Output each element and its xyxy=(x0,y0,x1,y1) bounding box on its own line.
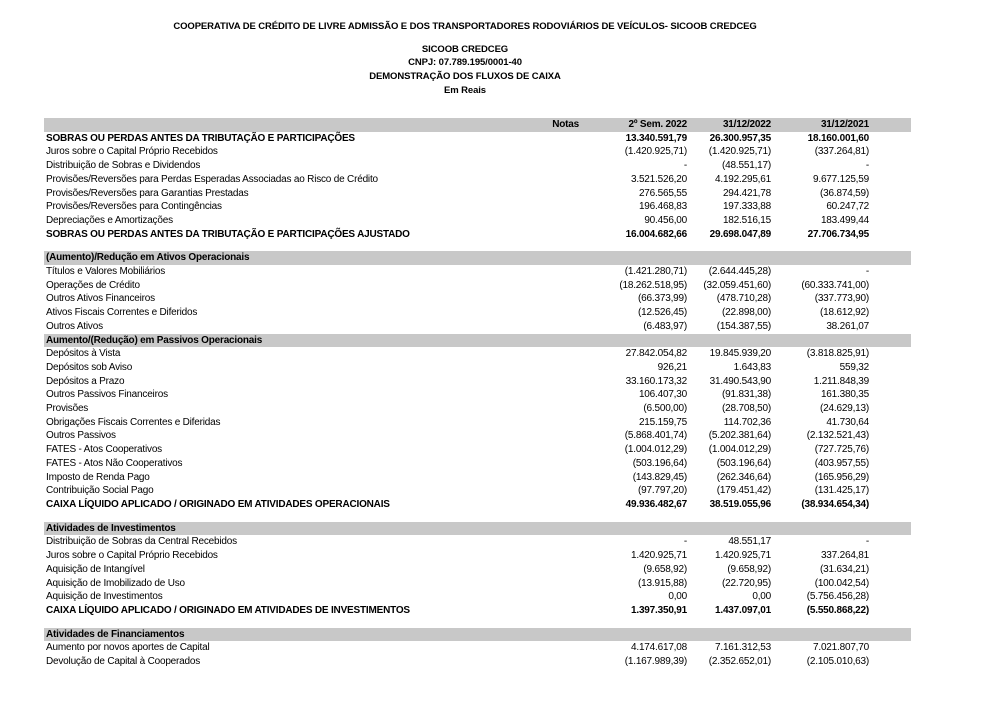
row-notas xyxy=(546,549,585,563)
value-2sem-2022: 0,00 xyxy=(668,591,687,603)
row-notas xyxy=(546,320,585,334)
row-label: Outros Passivos xyxy=(46,430,116,442)
row-label: Aquisição de Imobilizado de Uso xyxy=(46,577,185,589)
row-notas xyxy=(546,457,585,471)
value-31-12-2021: (131.425,17) xyxy=(814,485,869,497)
value-31-12-2022: (1.420.925,71) xyxy=(708,146,771,158)
value-31-12-2021: (403.957,55) xyxy=(814,457,869,469)
value-2sem-2022: (1.420.925,71) xyxy=(624,146,687,158)
cnpj: CNPJ: 07.789.195/0001-40 xyxy=(408,57,522,68)
value-31-12-2021: - xyxy=(865,266,869,278)
section-header-row xyxy=(44,334,911,348)
row-notas xyxy=(546,388,585,402)
table-row xyxy=(44,173,911,187)
row-label: Depósitos a Prazo xyxy=(46,375,125,387)
row-label: Títulos e Valores Mobiliários xyxy=(46,266,166,278)
document-title: DEMONSTRAÇÃO DOS FLUXOS DE CAIXA xyxy=(369,71,561,82)
row-label: Provisões/Reversões para Perdas Esperadas Associadas ao Risco de Crédito xyxy=(46,173,378,185)
header-31-12-2021: 31/12/2021 xyxy=(771,118,869,132)
section-title: Aumento/(Redução) em Passivos Operacionais xyxy=(44,334,585,348)
row-label: Outros Ativos Financeiros xyxy=(46,293,155,305)
value-31-12-2021: - xyxy=(865,160,869,172)
row-notas xyxy=(546,306,585,320)
value-31-12-2021: (5.550.868,22) xyxy=(806,604,869,616)
section-title: (Aumento)/Redução em Ativos Operacionais xyxy=(44,251,585,265)
row-notas xyxy=(546,265,585,279)
row-label: Depósitos sob Aviso xyxy=(46,361,133,373)
value-31-12-2021: (2.105.010,63) xyxy=(806,656,869,668)
row-label: Provisões/Reversões para Contingências xyxy=(46,201,222,213)
value-2sem-2022: (1.167.989,39) xyxy=(624,656,687,668)
row-notas xyxy=(546,443,585,457)
value-31-12-2022: 197.333,88 xyxy=(722,201,771,213)
row-label: SOBRAS OU PERDAS ANTES DA TRIBUTAÇÃO E PARTICIPAÇÕES xyxy=(46,132,355,144)
row-notas xyxy=(546,187,585,201)
value-31-12-2022: 19.845.939,20 xyxy=(709,348,771,360)
value-2sem-2022: 33.160.173,32 xyxy=(625,375,687,387)
value-2sem-2022: (503.196,64) xyxy=(632,457,687,469)
value-31-12-2021: 41.730,64 xyxy=(826,416,869,428)
row-notas xyxy=(546,132,585,146)
table-row xyxy=(44,388,911,402)
value-31-12-2022: 1.437.097,01 xyxy=(715,604,771,616)
value-2sem-2022: (6.483,97) xyxy=(643,320,687,332)
row-notas xyxy=(546,228,585,242)
value-2sem-2022: (13.915,88) xyxy=(638,577,687,589)
row-label: Depreciações e Amortizações xyxy=(46,214,173,226)
table-row xyxy=(44,375,911,389)
table-row xyxy=(44,320,911,334)
value-2sem-2022: 106.407,30 xyxy=(638,389,687,401)
value-31-12-2022: (22.898,00) xyxy=(722,307,771,319)
row-label: Aquisição de Intangível xyxy=(46,563,145,575)
value-31-12-2022: (1.004.012,29) xyxy=(708,444,771,456)
row-label: CAIXA LÍQUIDO APLICADO / ORIGINADO EM ATIVIDADES OPERACIONAIS xyxy=(46,498,390,510)
table-row xyxy=(44,577,911,591)
value-2sem-2022: (97.797,20) xyxy=(638,485,687,497)
table-row xyxy=(44,402,911,416)
row-notas xyxy=(546,535,585,549)
value-31-12-2021: (60.333.741,00) xyxy=(801,279,869,291)
section-header-row xyxy=(44,522,911,536)
value-31-12-2022: 294.421,78 xyxy=(722,187,771,199)
value-2sem-2022: 276.565,55 xyxy=(638,187,687,199)
table-row xyxy=(44,265,911,279)
row-label: Operações de Crédito xyxy=(46,279,140,291)
value-31-12-2021: (337.773,90) xyxy=(814,293,869,305)
value-2sem-2022: 3.521.526,20 xyxy=(631,173,687,185)
table-row xyxy=(44,471,911,485)
value-2sem-2022: - xyxy=(683,536,687,548)
table-row xyxy=(44,306,911,320)
table-row xyxy=(44,279,911,293)
row-notas xyxy=(546,279,585,293)
value-2sem-2022: (66.373,99) xyxy=(638,293,687,305)
value-31-12-2021: 183.499,44 xyxy=(820,214,869,226)
value-31-12-2022: 182.516,15 xyxy=(722,214,771,226)
value-31-12-2021: (165.956,29) xyxy=(814,471,869,483)
row-notas xyxy=(546,471,585,485)
total-row xyxy=(44,132,911,146)
table-row xyxy=(44,145,911,159)
value-2sem-2022: 16.004.682,66 xyxy=(625,228,687,240)
row-notas xyxy=(546,200,585,214)
section-header-row xyxy=(44,251,911,265)
total-row xyxy=(44,604,911,618)
value-31-12-2022: (262.346,64) xyxy=(716,471,771,483)
table-row xyxy=(44,187,911,201)
row-notas xyxy=(546,429,585,443)
row-notas xyxy=(546,655,585,669)
table-row xyxy=(44,549,911,563)
value-31-12-2021: - xyxy=(865,536,869,548)
row-label: FATES - Atos Não Cooperativos xyxy=(46,457,183,469)
row-notas xyxy=(546,604,585,618)
table-row xyxy=(44,416,911,430)
row-label: Obrigações Fiscais Correntes e Diferidas xyxy=(46,416,221,428)
value-31-12-2022: 1.420.925,71 xyxy=(715,550,771,562)
value-2sem-2022: 4.174.617,08 xyxy=(631,642,687,654)
table-header-row xyxy=(44,118,911,132)
value-31-12-2022: (91.831,38) xyxy=(722,389,771,401)
row-notas xyxy=(546,484,585,498)
row-label: CAIXA LÍQUIDO APLICADO / ORIGINADO EM ATIVIDADES DE INVESTIMENTOS xyxy=(46,604,410,616)
row-notas xyxy=(546,375,585,389)
value-31-12-2021: (2.132.521,43) xyxy=(806,430,869,442)
entity-name: SICOOB CREDCEG xyxy=(421,44,509,55)
value-31-12-2022: 7.161.312,53 xyxy=(715,642,771,654)
row-notas xyxy=(546,416,585,430)
row-notas xyxy=(546,590,585,604)
row-notas xyxy=(546,577,585,591)
row-notas xyxy=(546,292,585,306)
value-31-12-2021: 9.677.125,59 xyxy=(813,173,869,185)
organization-name: COOPERATIVA DE CRÉDITO DE LIVRE ADMISSÃO E DOS TRANSPORTADORES RODOVIÁRIOS DE VEÍCULOS- SICOOB CREDCEG xyxy=(173,21,757,32)
row-notas xyxy=(546,347,585,361)
table-row xyxy=(44,641,911,655)
currency-unit: Em Reais xyxy=(444,85,486,96)
value-31-12-2021: (5.756.456,28) xyxy=(806,591,869,603)
value-2sem-2022: (18.262.518,95) xyxy=(619,279,687,291)
row-notas xyxy=(546,159,585,173)
value-2sem-2022: 215.159,75 xyxy=(638,416,687,428)
value-31-12-2021: 337.264,81 xyxy=(820,550,869,562)
row-label: Distribuição de Sobras da Central Recebidos xyxy=(46,536,237,548)
value-31-12-2022: (28.708,50) xyxy=(722,403,771,415)
value-31-12-2021: (727.725,76) xyxy=(814,444,869,456)
row-label: Distribuição de Sobras e Dividendos xyxy=(46,160,201,172)
table-row xyxy=(44,443,911,457)
section-title: Atividades de Financiamentos xyxy=(44,628,585,642)
value-2sem-2022: (5.868.401,74) xyxy=(624,430,687,442)
value-31-12-2021: 1.211.848,39 xyxy=(813,375,869,387)
value-31-12-2021: 60.247,72 xyxy=(826,201,869,213)
row-label: Aumento por novos aportes de Capital xyxy=(46,642,210,654)
table-row xyxy=(44,535,911,549)
row-label: Provisões/Reversões para Garantias Prestadas xyxy=(46,187,249,199)
table-row xyxy=(44,200,911,214)
row-notas xyxy=(546,402,585,416)
row-notas xyxy=(546,214,585,228)
row-label: Outros Passivos Financeiros xyxy=(46,389,168,401)
spacer-row xyxy=(44,512,911,522)
row-label: Aquisição de Investimentos xyxy=(46,591,163,603)
value-2sem-2022: 13.340.591,79 xyxy=(625,132,687,144)
table-row xyxy=(44,361,911,375)
value-2sem-2022: (12.526,45) xyxy=(638,307,687,319)
row-notas xyxy=(546,173,585,187)
value-31-12-2021: (18.612,92) xyxy=(820,307,869,319)
value-31-12-2022: (2.644.445,28) xyxy=(708,266,771,278)
header-2sem-2022: 2º Sem. 2022 xyxy=(585,118,687,132)
row-label: Provisões xyxy=(46,403,89,415)
row-label: Devolução de Capital à Cooperados xyxy=(46,656,201,668)
row-label: Juros sobre o Capital Próprio Recebidos xyxy=(46,550,218,562)
value-31-12-2021: (3.818.825,91) xyxy=(806,348,869,360)
table-row xyxy=(44,214,911,228)
row-notas xyxy=(546,563,585,577)
value-2sem-2022: (143.829,45) xyxy=(632,471,687,483)
value-31-12-2021: (100.042,54) xyxy=(814,577,869,589)
value-2sem-2022: - xyxy=(683,160,687,172)
value-31-12-2022: 26.300.957,35 xyxy=(709,132,771,144)
value-2sem-2022: (1.421.280,71) xyxy=(624,266,687,278)
value-31-12-2021: 18.160.001,60 xyxy=(807,132,869,144)
value-31-12-2022: (2.352.652,01) xyxy=(708,656,771,668)
table-row xyxy=(44,292,911,306)
value-31-12-2021: 7.021.807,70 xyxy=(813,642,869,654)
row-label: Depósitos à Vista xyxy=(46,348,121,360)
value-31-12-2022: (48.551,17) xyxy=(722,160,771,172)
row-label: Contribuição Social Pago xyxy=(46,485,154,497)
value-31-12-2022: 4.192.295,61 xyxy=(715,173,771,185)
table-row xyxy=(44,159,911,173)
value-2sem-2022: 1.397.350,91 xyxy=(631,604,687,616)
row-label: Juros sobre o Capital Próprio Recebidos xyxy=(46,146,218,158)
value-31-12-2022: (154.387,55) xyxy=(716,320,771,332)
value-31-12-2022: 48.551,17 xyxy=(728,536,771,548)
spacer-row xyxy=(44,618,911,628)
value-2sem-2022: 196.468,83 xyxy=(638,201,687,213)
section-header-row xyxy=(44,628,911,642)
value-31-12-2022: 114.702,36 xyxy=(723,416,771,428)
value-31-12-2021: 38.261,07 xyxy=(826,320,869,332)
value-31-12-2022: (9.658,92) xyxy=(727,563,771,575)
value-31-12-2022: (179.451,42) xyxy=(716,485,771,497)
table-row xyxy=(44,563,911,577)
value-2sem-2022: 49.936.482,67 xyxy=(625,498,687,510)
value-31-12-2022: 29.698.047,89 xyxy=(709,228,771,240)
value-2sem-2022: 926,21 xyxy=(657,361,687,373)
row-notas xyxy=(546,145,585,159)
value-31-12-2021: (31.634,21) xyxy=(820,563,869,575)
row-label: Ativos Fiscais Correntes e Diferidos xyxy=(46,307,198,319)
value-31-12-2022: 1.643,83 xyxy=(733,361,771,373)
value-2sem-2022: 1.420.925,71 xyxy=(631,550,687,562)
value-31-12-2021: (36.874,59) xyxy=(820,187,869,199)
value-2sem-2022: (9.658,92) xyxy=(643,563,687,575)
value-31-12-2021: (38.934.654,34) xyxy=(801,498,869,510)
row-label: FATES - Atos Cooperativos xyxy=(46,444,162,456)
value-2sem-2022: (6.500,00) xyxy=(643,403,687,415)
value-31-12-2021: 27.706.734,95 xyxy=(807,228,869,240)
value-2sem-2022: (1.004.012,29) xyxy=(624,444,687,456)
value-31-12-2021: 559,32 xyxy=(839,361,869,373)
value-31-12-2022: 0,00 xyxy=(752,591,771,603)
cash-flow-table xyxy=(44,118,911,669)
value-31-12-2022: (22.720,95) xyxy=(722,577,771,589)
header-31-12-2022: 31/12/2022 xyxy=(687,118,771,132)
value-31-12-2021: 161.380,35 xyxy=(820,389,869,401)
table-row xyxy=(44,457,911,471)
value-31-12-2022: (32.059.451,60) xyxy=(703,279,771,291)
row-notas xyxy=(546,641,585,655)
row-label: Outros Ativos xyxy=(46,320,103,332)
table-row xyxy=(44,655,911,669)
spacer-row xyxy=(44,241,911,251)
total-row xyxy=(44,228,911,242)
value-31-12-2021: (24.629,13) xyxy=(820,403,869,415)
value-31-12-2022: (5.202.381,64) xyxy=(708,430,771,442)
table-row xyxy=(44,484,911,498)
table-row xyxy=(44,347,911,361)
value-2sem-2022: 27.842.054,82 xyxy=(625,348,687,360)
value-31-12-2022: 38.519.055,96 xyxy=(709,498,771,510)
value-31-12-2022: (478.710,28) xyxy=(716,293,771,305)
section-title: Atividades de Investimentos xyxy=(44,522,585,536)
row-label: Imposto de Renda Pago xyxy=(46,471,150,483)
row-notas xyxy=(546,498,585,512)
row-notas xyxy=(546,361,585,375)
value-31-12-2021: (337.264,81) xyxy=(814,146,869,158)
table-row xyxy=(44,429,911,443)
row-label: SOBRAS OU PERDAS ANTES DA TRIBUTAÇÃO E PARTICIPAÇÕES AJUSTADO xyxy=(46,228,410,240)
header-notas: Notas xyxy=(546,118,585,132)
value-2sem-2022: 90.456,00 xyxy=(644,214,687,226)
value-31-12-2022: 31.490.543,90 xyxy=(709,375,771,387)
total-row xyxy=(44,498,911,512)
table-row xyxy=(44,590,911,604)
value-31-12-2022: (503.196,64) xyxy=(716,457,771,469)
